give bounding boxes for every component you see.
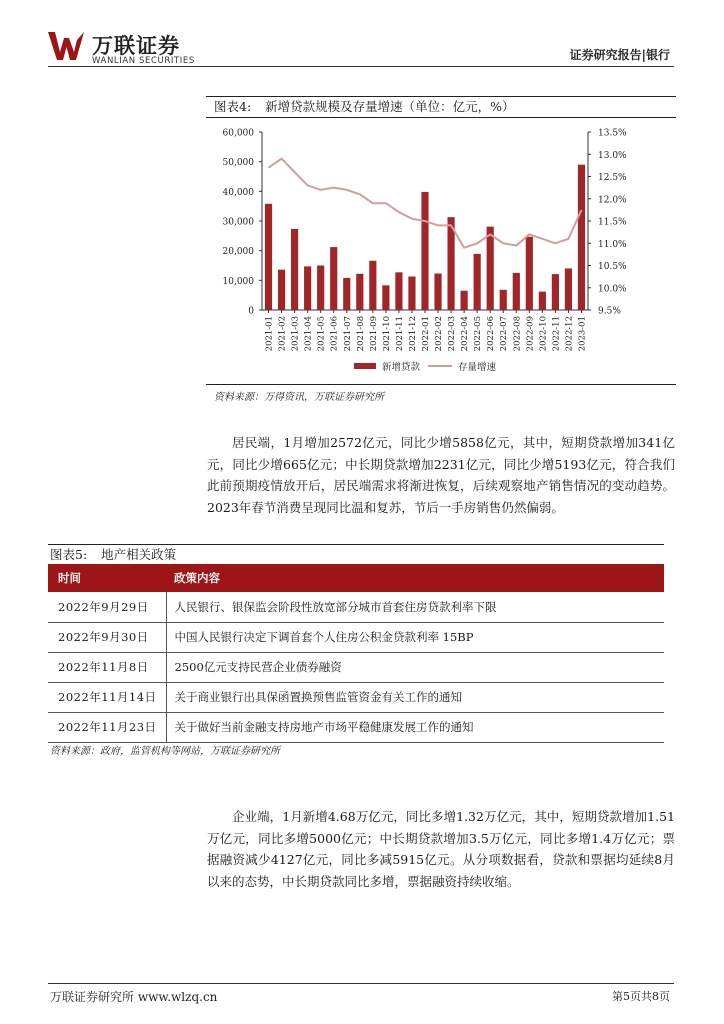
bar xyxy=(343,278,350,310)
bar xyxy=(421,192,428,310)
bar xyxy=(265,204,272,310)
x-tick-label: 2022-03 xyxy=(447,316,458,352)
y-right-tick-label: 13.5% xyxy=(598,128,627,139)
bar xyxy=(500,290,507,310)
y-right-tick-label: 10.5% xyxy=(598,262,627,272)
bar xyxy=(382,285,389,310)
legend-bar-label: 新增贷款 xyxy=(382,362,421,373)
corporate-loan-paragraph: 企业端，1月新增4.68万亿元，同比多增1.32万亿元，其中，短期贷款增加1.51万亿元，同比多增5000亿元；中长期贷款增加3.5万亿元，同比多增1.4万亿元；票据融资减少4127亿元，同比多减5915亿元。从分项数据看，贷款和票据均延续8月以来的态势，中长期贷款同比多增，票据融资持续收缩。 xyxy=(207,809,675,889)
legend-bar-swatch xyxy=(354,363,376,369)
y-left-tick-label: 60,000 xyxy=(222,128,254,139)
y-left-tick-label: 50,000 xyxy=(222,158,254,169)
bar xyxy=(487,227,494,310)
x-tick-label: 2022-02 xyxy=(434,316,445,352)
figure4-title-bar xyxy=(206,96,676,118)
x-tick-label: 2022-11 xyxy=(551,316,562,352)
bar xyxy=(330,247,337,310)
table5-label: 图表5: xyxy=(50,547,88,562)
row-date: 2022年11月23日 xyxy=(48,712,166,742)
y-right-tick-label: 12.0% xyxy=(598,195,627,206)
loan-chart xyxy=(206,118,676,386)
x-tick-label: 2021-04 xyxy=(303,316,314,352)
figure4-source: 资料来源：万得资讯，万联证券研究所 xyxy=(214,392,384,403)
bar xyxy=(461,291,468,310)
x-tick-label: 2021-02 xyxy=(277,316,288,352)
table-row xyxy=(48,622,664,652)
y-right-tick-label: 11.0% xyxy=(598,239,627,250)
figure4-title: 新增贷款规模及存量增速（单位：亿元，%） xyxy=(265,99,515,114)
row-date: 2022年9月30日 xyxy=(48,622,166,652)
x-tick-label: 2021-06 xyxy=(329,316,340,352)
x-tick-label: 2022-10 xyxy=(538,316,549,352)
logo-cn-text: 万联证券 xyxy=(92,34,180,58)
bar xyxy=(539,292,546,310)
table-row xyxy=(48,652,664,682)
y-right-tick-label: 13.0% xyxy=(598,150,627,161)
bar xyxy=(408,276,415,310)
bar xyxy=(395,272,402,310)
bar xyxy=(278,270,285,310)
x-tick-label: 2022-05 xyxy=(473,316,484,352)
x-tick-label: 2021-01 xyxy=(264,316,275,352)
y-right-tick-label: 12.5% xyxy=(598,173,627,183)
x-tick-label: 2022-06 xyxy=(486,316,497,352)
bar xyxy=(565,268,572,310)
y-left-tick-label: 10,000 xyxy=(222,276,254,287)
table-row xyxy=(48,682,664,712)
bar xyxy=(356,274,363,310)
policy-table-header xyxy=(48,564,664,592)
logo-en-text: WANLIAN SECURITIES xyxy=(92,56,195,66)
row-content: 中国人民银行决定下调首套个人住房公积金贷款利率 15BP xyxy=(166,622,664,652)
x-tick-label: 2022-07 xyxy=(499,316,510,352)
y-right-tick-label: 9.5% xyxy=(598,306,621,317)
figure4-bottom-rule xyxy=(206,384,676,385)
table-row xyxy=(48,592,664,622)
report-tag: 证券研究报告|银行 xyxy=(569,48,670,62)
x-tick-label: 2021-07 xyxy=(342,316,353,352)
header-content: 政策内容 xyxy=(166,564,664,592)
x-tick-label: 2021-03 xyxy=(290,316,301,352)
footer-institute: 万联证券研究所 www.wlzq.cn xyxy=(50,990,218,1004)
x-tick-label: 2021-05 xyxy=(316,316,327,352)
bar xyxy=(304,266,311,310)
x-tick-label: 2022-08 xyxy=(512,316,523,352)
row-date: 2022年9月29日 xyxy=(48,592,166,622)
figure4-label: 图表4: xyxy=(214,99,252,114)
page-header xyxy=(0,0,724,72)
row-date: 2022年11月8日 xyxy=(48,652,166,682)
table-row xyxy=(48,712,664,742)
y-right-tick-label: 10.0% xyxy=(598,284,627,295)
household-loan-paragraph: 居民端，1月增加2572亿元，同比少增5858亿元，其中，短期贷款增加341亿元，同比少增665亿元；中长期贷款增加2231亿元，同比少增5193亿元，符合我们此前预期疫情放开后，居民端需求将渐进恢复，后续观察地产销售情况的变动趋势。2023年春节消费呈现同比温和复苏，节后一手房销售仍然偏弱。 xyxy=(207,435,675,515)
table5-title-bar xyxy=(48,544,664,564)
x-tick-label: 2021-11 xyxy=(394,316,405,352)
y-left-tick-label: 30,000 xyxy=(222,217,254,228)
footer-page-number: 第5页共8页 xyxy=(612,990,670,1003)
legend-line-label: 存量增速 xyxy=(458,362,497,373)
bar xyxy=(434,274,441,310)
row-content: 关于商业银行出具保函置换预售监管资金有关工作的通知 xyxy=(166,682,664,712)
row-content: 关于做好当前金融支持房地产市场平稳健康发展工作的通知 xyxy=(166,712,664,742)
x-tick-label: 2021-08 xyxy=(355,316,366,352)
table5-source: 资料来源：政府，监管机构等网站，万联证券研究所 xyxy=(50,746,280,757)
y-right-tick-label: 11.5% xyxy=(598,217,627,228)
row-content: 2500亿元支持民营企业债券融资 xyxy=(166,652,664,682)
x-tick-label: 2021-09 xyxy=(368,316,379,352)
x-tick-label: 2022-04 xyxy=(460,316,471,352)
bar xyxy=(474,254,481,310)
x-tick-label: 2021-12 xyxy=(407,316,418,352)
y-left-tick-label: 0 xyxy=(248,306,254,317)
row-content: 人民银行、银保监会阶段性放宽部分城市首套住房贷款利率下限 xyxy=(166,592,664,622)
loan-chart-svg xyxy=(206,118,676,386)
bar xyxy=(369,261,376,310)
y-left-tick-label: 20,000 xyxy=(222,247,254,258)
x-tick-label: 2023-01 xyxy=(577,316,588,352)
x-tick-label: 2022-01 xyxy=(421,316,431,352)
bar xyxy=(578,165,585,310)
bar xyxy=(513,273,520,310)
bar xyxy=(317,266,324,311)
wanlian-logo-icon xyxy=(48,30,84,62)
header-date: 时间 xyxy=(48,564,166,592)
header-divider xyxy=(48,66,674,67)
row-date: 2022年11月14日 xyxy=(48,682,166,712)
x-tick-label: 2021-10 xyxy=(381,316,392,352)
bar xyxy=(526,237,533,310)
x-tick-label: 2022-12 xyxy=(564,316,575,352)
x-tick-label: 2022-09 xyxy=(525,316,536,352)
footer-divider xyxy=(48,983,674,984)
bar xyxy=(291,229,298,310)
table5-title: 地产相关政策 xyxy=(101,547,177,562)
y-left-tick-label: 40,000 xyxy=(222,187,254,198)
bar xyxy=(552,274,559,310)
policy-table xyxy=(48,564,664,743)
